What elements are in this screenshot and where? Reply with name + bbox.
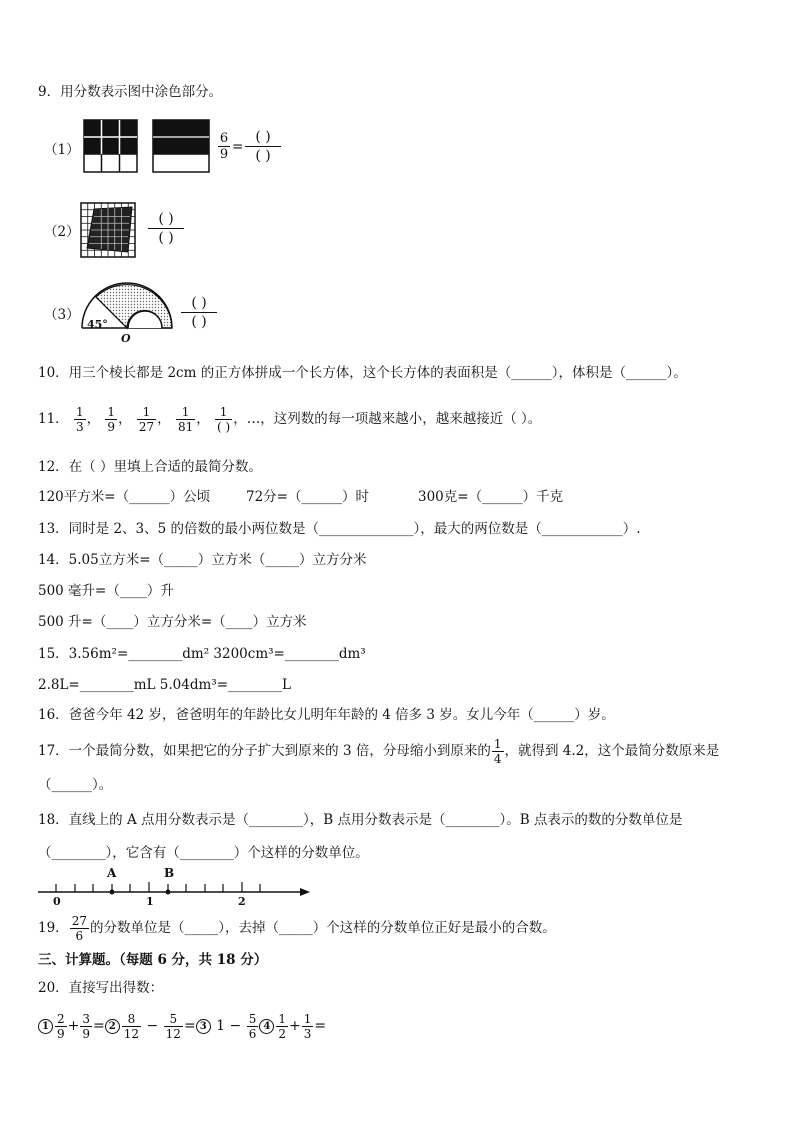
- q9-blank1-num: ( ): [255, 129, 271, 145]
- q20-title: 20．直接写出得数：: [38, 980, 164, 996]
- q19-number: 19．: [38, 920, 69, 936]
- q17-before: 17．一个最简分数，如果把它的分子扩大到原来的 3 倍，分母缩小到原来的: [38, 743, 491, 759]
- q17-fraction: $\frac{1}{4}$: [493, 737, 502, 766]
- q20-mark-3: 3: [196, 1019, 211, 1034]
- q9-angle-label: 45°: [87, 318, 108, 331]
- q9-title: 9．用分数表示图中涂色部分。: [38, 84, 223, 100]
- q9-grid-figure-a: [83, 119, 139, 173]
- q9-answer-blank-2[interactable]: [148, 210, 184, 247]
- q14-line2: 500 毫升=（____）升: [38, 583, 174, 599]
- q11-frac-2: $\frac{1}{9}$: [107, 405, 116, 434]
- q17-line2: （______）。: [38, 777, 113, 793]
- q9-eq-sign: =: [232, 139, 244, 155]
- q11-frac-1: $\frac{1}{3}$: [75, 405, 84, 434]
- q12-item-1: 120平方米=（______）公顷: [38, 489, 211, 505]
- q9-grid-parallelogram-figure: [80, 202, 136, 258]
- q20-2-frac-b: $\frac{5}{12}$: [165, 1011, 181, 1041]
- q20-4-frac-a: $\frac{1}{2}$: [278, 1011, 286, 1041]
- q12-title: 12．在（ ）里填上合适的最简分数。: [38, 459, 262, 475]
- q18-tick-2: 2: [238, 895, 246, 908]
- q9-blank2-den: ( ): [148, 228, 184, 247]
- q9-grid-figure-b: [152, 119, 210, 173]
- q18-number-line: [38, 864, 313, 906]
- q19-fraction: $\frac{27}{6}$: [71, 914, 87, 943]
- q9-center-label: O: [121, 332, 131, 345]
- q20-mark-2: 2: [105, 1019, 120, 1034]
- q11-frac-4: $\frac{1}{81}$: [177, 405, 194, 434]
- q18-tick-0: 0: [53, 895, 61, 908]
- q19-text: 的分数单位是（_____），去掉（_____）个这样的分数单位正好是最小的合数。: [89, 920, 556, 936]
- q14-line1: 14．5.05立方米=（_____）立方米（_____）立方分米: [38, 552, 367, 568]
- q14-line3: 500 升=（____）立方分米=（____）立方米: [38, 614, 307, 630]
- q9-eq-numerator: 6: [219, 131, 229, 146]
- q18-line2: （________），它含有（________）个这样的分数单位。: [38, 845, 369, 861]
- q9-eq-fraction: [218, 131, 230, 162]
- q18-line1: 18．直线上的 A 点用分数表示是（________），B 点用分数表示是（________）。B 点表示的数的分数单位是: [38, 812, 683, 828]
- q10-text: 10．用三个棱长都是 2cm 的正方体拼成一个长方体，这个长方体的表面积是（______），体积是（______）。: [38, 365, 687, 381]
- q20-3-frac-b: $\frac{5}{6}$: [248, 1011, 257, 1041]
- q20-mark-4: 4: [259, 1019, 274, 1034]
- q11-frac-blank[interactable]: $\frac{1}{( )}$: [217, 405, 231, 434]
- q20-2-frac-a: $\frac{8}{12}$: [123, 1011, 140, 1041]
- q17-line1: [38, 736, 719, 766]
- q13-text: 13．同时是 2、3、5 的倍数的最小两位数是（______________），最大的两位数是（____________）.: [38, 521, 641, 537]
- q9-eq-denominator: 9: [219, 147, 229, 162]
- q9-blank3-num: ( ): [191, 295, 207, 311]
- q9-blank3-den: ( ): [181, 312, 217, 331]
- q20-expressions: 1 $\frac{2}{9}$ + $\frac{3}{9}$ = 2 $\frac{8}{12}$ − $\frac{5}{12}$ = 3 1 − $\frac{5}{6}$ 4 $\frac{1}{2}$ + $\frac{1}{3}$ =: [38, 1010, 326, 1042]
- q11-line: 11． $\frac{1}{3}$ ， $\frac{1}{9}$ ， $\frac{1}{27}$ ， $\frac{1}{81}$ ， $\frac{1}{( )}$ ，…，这列数的每一项越来越小，越来越接近（ ）。: [38, 405, 542, 434]
- q20-mark-1: 1: [38, 1019, 53, 1034]
- q18-point-b-label: B: [164, 866, 175, 880]
- q18-point-a-label: A: [107, 866, 117, 880]
- q20-1-frac-b: $\frac{3}{9}$: [82, 1011, 91, 1041]
- q15-line2: 2.8L=________mL 5.04dm³=________L: [38, 677, 291, 693]
- q12-item-3: 300克=（______）千克: [418, 489, 564, 505]
- q11-frac-3: $\frac{1}{27}$: [138, 405, 155, 434]
- q20-1-frac-a: $\frac{2}{9}$: [57, 1011, 65, 1041]
- q18-tick-1: 1: [146, 895, 154, 908]
- q15-line1: 15．3.56m²=________dm² 3200cm³=________dm³: [38, 646, 366, 662]
- q11-tail: ，…，这列数的每一项越来越小，越来越接近（ ）。: [233, 411, 542, 427]
- q11-number: 11．: [38, 411, 69, 427]
- q9-part3-label: （3）: [44, 307, 80, 323]
- q9-answer-blank-3[interactable]: [181, 294, 217, 331]
- q19-line: [38, 913, 556, 943]
- q20-4-frac-b: $\frac{1}{3}$: [303, 1011, 312, 1041]
- section3-title: 三、计算题。（每题 6 分，共 18 分）: [38, 952, 268, 968]
- q12-item-2: 72分=（______）时: [246, 489, 369, 505]
- q17-after: ，就得到 4.2，这个最简分数原来是: [504, 743, 720, 759]
- q9-blank1-den: ( ): [245, 146, 281, 165]
- q9-answer-blank-1[interactable]: [245, 128, 281, 165]
- q9-part1-label: （1）: [44, 142, 80, 158]
- q16-text: 16．爸爸今年 42 岁，爸爸明年的年龄比女儿明年年龄的 4 倍多 3 岁。女儿今年（______）岁。: [38, 707, 615, 723]
- q9-part2-label: （2）: [44, 224, 80, 240]
- q9-blank2-num: ( ): [158, 211, 174, 227]
